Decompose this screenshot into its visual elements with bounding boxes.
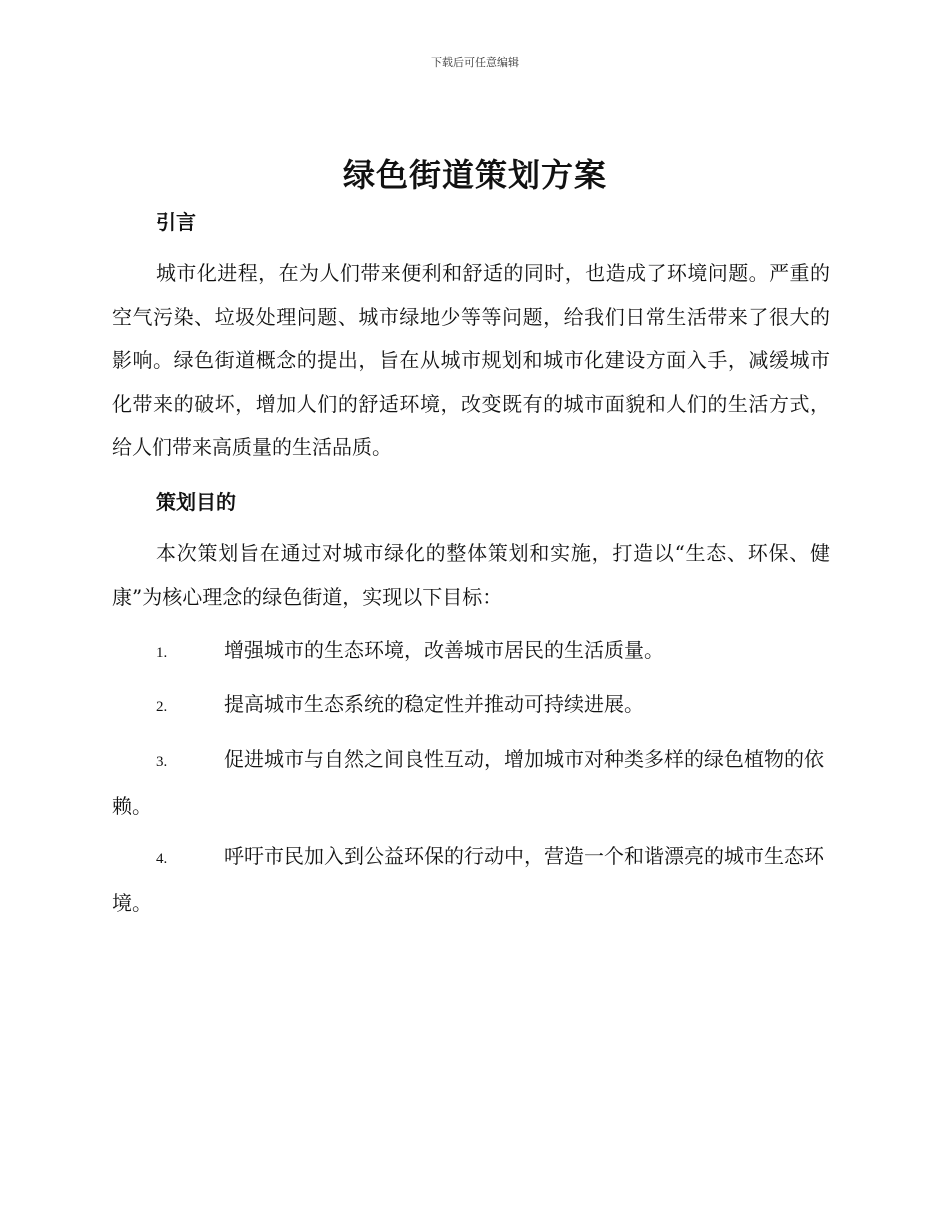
list-item-text: 提高城市生态系统的稳定性并推动可持续进展。 — [224, 692, 644, 716]
list-number: 3. — [156, 754, 168, 770]
page-header-note: 下载后可任意编辑 — [431, 56, 519, 69]
list-number: 1. — [156, 645, 168, 661]
paragraph-intro: 城市化进程，在为人们带来便利和舒适的同时，也造成了环境问题。严重的空气污染、垃圾处理问题、城市绿地少等等问题，给我们日常生活带来了很大的影响。绿色街道概念的提出，旨在从城市规划和城市化建设方面入手，减缓城市化带来的破坏，增加人们的舒适环境，改变既有的城市面貌和人们的生活方式，给人们带来高质量的生活品质。 — [112, 261, 830, 459]
paragraph-purpose: 本次策划旨在通过对城市绿化的整体策划和实施，打造以“生态、环保、健康”为核心理念的绿色街道，实现以下目标： — [112, 541, 830, 609]
list-number: 2. — [156, 699, 168, 715]
list-number: 4. — [156, 851, 168, 867]
section-heading-intro: 引言 — [156, 210, 196, 234]
document-title: 绿色街道策划方案 — [342, 156, 607, 194]
goal-list-item — [112, 835, 830, 925]
section-heading-purpose: 策划目的 — [156, 490, 236, 514]
goal-list-item — [112, 629, 830, 676]
goal-list-item — [112, 683, 830, 730]
list-item-text: 促进城市与自然之间良性互动，增加城市对种类多样的绿色植物的依赖。 — [112, 747, 824, 818]
list-item-text: 呼吁市民加入到公益环保的行动中，营造一个和谐漂亮的城市生态环境。 — [112, 844, 824, 915]
list-item-text: 增强城市的生态环境，改善城市居民的生活质量。 — [224, 638, 664, 662]
goal-list-item — [112, 738, 830, 828]
